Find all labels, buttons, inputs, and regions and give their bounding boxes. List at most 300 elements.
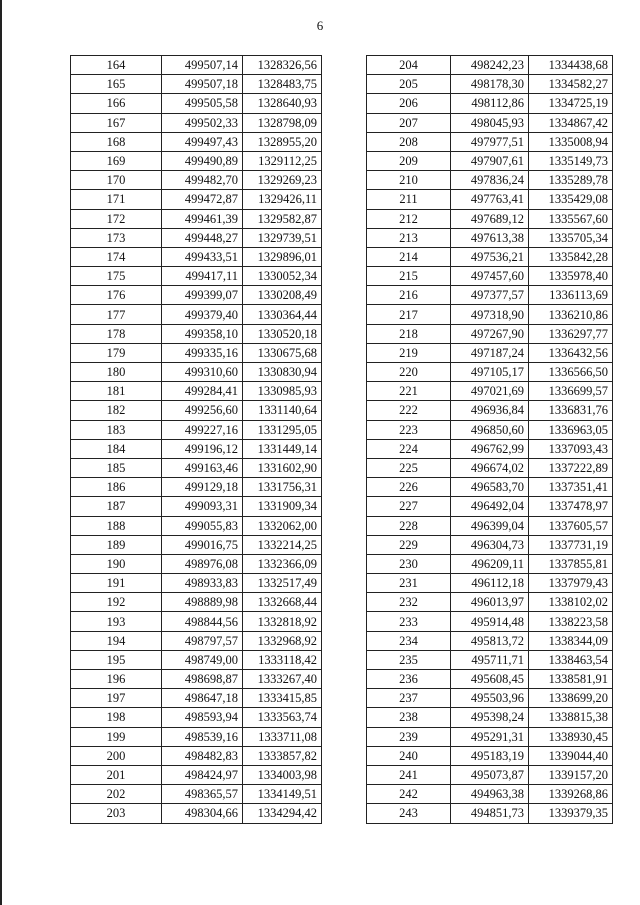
table-row bbox=[71, 478, 322, 497]
y-coordinate-cell: 1332968,92 bbox=[243, 631, 322, 650]
x-coordinate-cell: 498844,56 bbox=[162, 612, 243, 631]
point-number-cell: 206 bbox=[367, 94, 451, 113]
point-number-cell: 205 bbox=[367, 75, 451, 94]
y-coordinate-cell: 1329896,01 bbox=[243, 247, 322, 266]
y-coordinate-cell: 1338463,54 bbox=[529, 650, 613, 669]
table-row bbox=[367, 75, 613, 94]
point-number-cell: 241 bbox=[367, 765, 451, 784]
coordinates-table-left bbox=[70, 55, 322, 824]
table-row bbox=[367, 612, 613, 631]
point-number-cell: 221 bbox=[367, 382, 451, 401]
point-number-cell: 201 bbox=[71, 765, 162, 784]
point-number-cell: 171 bbox=[71, 190, 162, 209]
y-coordinate-cell: 1339268,86 bbox=[529, 785, 613, 804]
y-coordinate-cell: 1333267,40 bbox=[243, 670, 322, 689]
table-row bbox=[367, 56, 613, 75]
table-row bbox=[71, 56, 322, 75]
table-row bbox=[367, 804, 613, 823]
y-coordinate-cell: 1337351,41 bbox=[529, 478, 613, 497]
point-number-cell: 224 bbox=[367, 439, 451, 458]
y-coordinate-cell: 1331295,05 bbox=[243, 420, 322, 439]
table-row bbox=[71, 209, 322, 228]
y-coordinate-cell: 1335842,28 bbox=[529, 247, 613, 266]
x-coordinate-cell: 496583,70 bbox=[451, 478, 529, 497]
point-number-cell: 188 bbox=[71, 516, 162, 535]
y-coordinate-cell: 1335289,78 bbox=[529, 171, 613, 190]
y-coordinate-cell: 1330364,44 bbox=[243, 305, 322, 324]
point-number-cell: 211 bbox=[367, 190, 451, 209]
table-row bbox=[367, 727, 613, 746]
table-row bbox=[71, 94, 322, 113]
y-coordinate-cell: 1338699,20 bbox=[529, 689, 613, 708]
x-coordinate-cell: 498976,08 bbox=[162, 554, 243, 573]
x-coordinate-cell: 495291,31 bbox=[451, 727, 529, 746]
point-number-cell: 185 bbox=[71, 458, 162, 477]
table-row bbox=[367, 343, 613, 362]
point-number-cell: 195 bbox=[71, 650, 162, 669]
x-coordinate-cell: 498242,23 bbox=[451, 56, 529, 75]
y-coordinate-cell: 1328326,56 bbox=[243, 56, 322, 75]
point-number-cell: 238 bbox=[367, 708, 451, 727]
page-edge-line bbox=[0, 0, 2, 905]
x-coordinate-cell: 499256,60 bbox=[162, 401, 243, 420]
table-row bbox=[367, 286, 613, 305]
y-coordinate-cell: 1338815,38 bbox=[529, 708, 613, 727]
x-coordinate-cell: 498647,18 bbox=[162, 689, 243, 708]
y-coordinate-cell: 1332818,92 bbox=[243, 612, 322, 631]
table-row bbox=[71, 190, 322, 209]
point-number-cell: 198 bbox=[71, 708, 162, 727]
page-number: 6 bbox=[316, 18, 324, 33]
x-coordinate-cell: 498797,57 bbox=[162, 631, 243, 650]
point-number-cell: 222 bbox=[367, 401, 451, 420]
y-coordinate-cell: 1333857,82 bbox=[243, 746, 322, 765]
point-number-cell: 207 bbox=[367, 113, 451, 132]
table-row bbox=[367, 516, 613, 535]
point-number-cell: 196 bbox=[71, 670, 162, 689]
point-number-cell: 177 bbox=[71, 305, 162, 324]
point-number-cell: 173 bbox=[71, 228, 162, 247]
x-coordinate-cell: 499163,46 bbox=[162, 458, 243, 477]
x-coordinate-cell: 499399,07 bbox=[162, 286, 243, 305]
point-number-cell: 236 bbox=[367, 670, 451, 689]
y-coordinate-cell: 1334438,68 bbox=[529, 56, 613, 75]
point-number-cell: 231 bbox=[367, 574, 451, 593]
x-coordinate-cell: 496936,84 bbox=[451, 401, 529, 420]
table-row bbox=[367, 554, 613, 573]
x-coordinate-cell: 496013,97 bbox=[451, 593, 529, 612]
table-row bbox=[71, 171, 322, 190]
table-row bbox=[367, 574, 613, 593]
y-coordinate-cell: 1337093,43 bbox=[529, 439, 613, 458]
table-row bbox=[71, 267, 322, 286]
y-coordinate-cell: 1335429,08 bbox=[529, 190, 613, 209]
x-coordinate-cell: 498178,30 bbox=[451, 75, 529, 94]
y-coordinate-cell: 1337731,19 bbox=[529, 535, 613, 554]
table-row bbox=[367, 746, 613, 765]
point-number-cell: 215 bbox=[367, 267, 451, 286]
table-row bbox=[367, 171, 613, 190]
x-coordinate-cell: 495711,71 bbox=[451, 650, 529, 669]
x-coordinate-cell: 496209,11 bbox=[451, 554, 529, 573]
y-coordinate-cell: 1334725,19 bbox=[529, 94, 613, 113]
table-row bbox=[367, 593, 613, 612]
x-coordinate-cell: 495183,19 bbox=[451, 746, 529, 765]
table-row bbox=[367, 670, 613, 689]
x-coordinate-cell: 495398,24 bbox=[451, 708, 529, 727]
x-coordinate-cell: 498045,93 bbox=[451, 113, 529, 132]
point-number-cell: 186 bbox=[71, 478, 162, 497]
table-row bbox=[367, 190, 613, 209]
point-number-cell: 214 bbox=[367, 247, 451, 266]
y-coordinate-cell: 1334582,27 bbox=[529, 75, 613, 94]
y-coordinate-cell: 1337855,81 bbox=[529, 554, 613, 573]
x-coordinate-cell: 499129,18 bbox=[162, 478, 243, 497]
x-coordinate-cell: 499196,12 bbox=[162, 439, 243, 458]
x-coordinate-cell: 498304,66 bbox=[162, 804, 243, 823]
point-number-cell: 180 bbox=[71, 363, 162, 382]
x-coordinate-cell: 499482,70 bbox=[162, 171, 243, 190]
y-coordinate-cell: 1334867,42 bbox=[529, 113, 613, 132]
y-coordinate-cell: 1331449,14 bbox=[243, 439, 322, 458]
table-row bbox=[367, 535, 613, 554]
table-row bbox=[367, 267, 613, 286]
table-row bbox=[367, 94, 613, 113]
y-coordinate-cell: 1337979,43 bbox=[529, 574, 613, 593]
table-row bbox=[71, 785, 322, 804]
point-number-cell: 217 bbox=[367, 305, 451, 324]
point-number-cell: 213 bbox=[367, 228, 451, 247]
x-coordinate-cell: 496304,73 bbox=[451, 535, 529, 554]
y-coordinate-cell: 1330830,94 bbox=[243, 363, 322, 382]
y-coordinate-cell: 1332062,00 bbox=[243, 516, 322, 535]
x-coordinate-cell: 497977,51 bbox=[451, 132, 529, 151]
x-coordinate-cell: 499502,33 bbox=[162, 113, 243, 132]
x-coordinate-cell: 495073,87 bbox=[451, 765, 529, 784]
x-coordinate-cell: 497613,38 bbox=[451, 228, 529, 247]
table-row bbox=[71, 132, 322, 151]
x-coordinate-cell: 497907,61 bbox=[451, 151, 529, 170]
table-row bbox=[367, 363, 613, 382]
point-number-cell: 233 bbox=[367, 612, 451, 631]
table-row bbox=[367, 765, 613, 784]
y-coordinate-cell: 1338223,58 bbox=[529, 612, 613, 631]
x-coordinate-cell: 499507,18 bbox=[162, 75, 243, 94]
y-coordinate-cell: 1329112,25 bbox=[243, 151, 322, 170]
point-number-cell: 204 bbox=[367, 56, 451, 75]
y-coordinate-cell: 1334149,51 bbox=[243, 785, 322, 804]
x-coordinate-cell: 497763,41 bbox=[451, 190, 529, 209]
x-coordinate-cell: 498593,94 bbox=[162, 708, 243, 727]
table-row bbox=[367, 324, 613, 343]
y-coordinate-cell: 1335008,94 bbox=[529, 132, 613, 151]
x-coordinate-cell: 498424,97 bbox=[162, 765, 243, 784]
point-number-cell: 239 bbox=[367, 727, 451, 746]
point-number-cell: 199 bbox=[71, 727, 162, 746]
point-number-cell: 165 bbox=[71, 75, 162, 94]
x-coordinate-cell: 499448,27 bbox=[162, 228, 243, 247]
table-row bbox=[71, 75, 322, 94]
x-coordinate-cell: 498539,16 bbox=[162, 727, 243, 746]
table-row bbox=[367, 497, 613, 516]
table-row bbox=[367, 305, 613, 324]
x-coordinate-cell: 497105,17 bbox=[451, 363, 529, 382]
x-coordinate-cell: 496762,99 bbox=[451, 439, 529, 458]
x-coordinate-cell: 498749,00 bbox=[162, 650, 243, 669]
point-number-cell: 189 bbox=[71, 535, 162, 554]
x-coordinate-cell: 499433,51 bbox=[162, 247, 243, 266]
x-coordinate-cell: 498933,83 bbox=[162, 574, 243, 593]
x-coordinate-cell: 497457,60 bbox=[451, 267, 529, 286]
x-coordinate-cell: 497536,21 bbox=[451, 247, 529, 266]
x-coordinate-cell: 498889,98 bbox=[162, 593, 243, 612]
y-coordinate-cell: 1330520,18 bbox=[243, 324, 322, 343]
point-number-cell: 229 bbox=[367, 535, 451, 554]
y-coordinate-cell: 1332366,09 bbox=[243, 554, 322, 573]
table-row bbox=[71, 151, 322, 170]
x-coordinate-cell: 498112,86 bbox=[451, 94, 529, 113]
point-number-cell: 170 bbox=[71, 171, 162, 190]
y-coordinate-cell: 1333415,85 bbox=[243, 689, 322, 708]
point-number-cell: 202 bbox=[71, 785, 162, 804]
point-number-cell: 218 bbox=[367, 324, 451, 343]
y-coordinate-cell: 1330052,34 bbox=[243, 267, 322, 286]
coordinates-table-right bbox=[366, 55, 613, 824]
point-number-cell: 227 bbox=[367, 497, 451, 516]
table-row bbox=[367, 401, 613, 420]
y-coordinate-cell: 1329739,51 bbox=[243, 228, 322, 247]
point-number-cell: 230 bbox=[367, 554, 451, 573]
point-number-cell: 167 bbox=[71, 113, 162, 132]
y-coordinate-cell: 1328798,09 bbox=[243, 113, 322, 132]
x-coordinate-cell: 495914,48 bbox=[451, 612, 529, 631]
y-coordinate-cell: 1333118,42 bbox=[243, 650, 322, 669]
y-coordinate-cell: 1332517,49 bbox=[243, 574, 322, 593]
x-coordinate-cell: 499358,10 bbox=[162, 324, 243, 343]
y-coordinate-cell: 1331909,34 bbox=[243, 497, 322, 516]
point-number-cell: 243 bbox=[367, 804, 451, 823]
point-number-cell: 232 bbox=[367, 593, 451, 612]
y-coordinate-cell: 1329269,23 bbox=[243, 171, 322, 190]
table-row bbox=[367, 247, 613, 266]
point-number-cell: 175 bbox=[71, 267, 162, 286]
x-coordinate-cell: 495813,72 bbox=[451, 631, 529, 650]
y-coordinate-cell: 1331756,31 bbox=[243, 478, 322, 497]
table-row bbox=[367, 439, 613, 458]
y-coordinate-cell: 1334294,42 bbox=[243, 804, 322, 823]
point-number-cell: 169 bbox=[71, 151, 162, 170]
x-coordinate-cell: 498365,57 bbox=[162, 785, 243, 804]
point-number-cell: 197 bbox=[71, 689, 162, 708]
table-row bbox=[71, 382, 322, 401]
y-coordinate-cell: 1328483,75 bbox=[243, 75, 322, 94]
point-number-cell: 209 bbox=[367, 151, 451, 170]
table-row bbox=[71, 670, 322, 689]
x-coordinate-cell: 494851,73 bbox=[451, 804, 529, 823]
x-coordinate-cell: 496112,18 bbox=[451, 574, 529, 593]
x-coordinate-cell: 497187,24 bbox=[451, 343, 529, 362]
point-number-cell: 190 bbox=[71, 554, 162, 573]
table-row bbox=[71, 612, 322, 631]
x-coordinate-cell: 494963,38 bbox=[451, 785, 529, 804]
point-number-cell: 174 bbox=[71, 247, 162, 266]
point-number-cell: 203 bbox=[71, 804, 162, 823]
table-row bbox=[367, 631, 613, 650]
table-row bbox=[71, 363, 322, 382]
point-number-cell: 220 bbox=[367, 363, 451, 382]
y-coordinate-cell: 1328640,93 bbox=[243, 94, 322, 113]
table-row bbox=[367, 209, 613, 228]
table-row bbox=[367, 132, 613, 151]
y-coordinate-cell: 1333711,08 bbox=[243, 727, 322, 746]
x-coordinate-cell: 497021,69 bbox=[451, 382, 529, 401]
y-coordinate-cell: 1336699,57 bbox=[529, 382, 613, 401]
point-number-cell: 181 bbox=[71, 382, 162, 401]
y-coordinate-cell: 1336432,56 bbox=[529, 343, 613, 362]
table-row bbox=[367, 382, 613, 401]
point-number-cell: 240 bbox=[367, 746, 451, 765]
table-row bbox=[71, 650, 322, 669]
x-coordinate-cell: 499016,75 bbox=[162, 535, 243, 554]
table-row bbox=[367, 228, 613, 247]
point-number-cell: 183 bbox=[71, 420, 162, 439]
x-coordinate-cell: 497267,90 bbox=[451, 324, 529, 343]
x-coordinate-cell: 497377,57 bbox=[451, 286, 529, 305]
y-coordinate-cell: 1328955,20 bbox=[243, 132, 322, 151]
y-coordinate-cell: 1335567,60 bbox=[529, 209, 613, 228]
y-coordinate-cell: 1338344,09 bbox=[529, 631, 613, 650]
y-coordinate-cell: 1338930,45 bbox=[529, 727, 613, 746]
y-coordinate-cell: 1337222,89 bbox=[529, 458, 613, 477]
point-number-cell: 192 bbox=[71, 593, 162, 612]
table-row bbox=[367, 689, 613, 708]
y-coordinate-cell: 1336113,69 bbox=[529, 286, 613, 305]
x-coordinate-cell: 497836,24 bbox=[451, 171, 529, 190]
table-row bbox=[71, 746, 322, 765]
table-row bbox=[367, 478, 613, 497]
x-coordinate-cell: 497689,12 bbox=[451, 209, 529, 228]
y-coordinate-cell: 1336297,77 bbox=[529, 324, 613, 343]
y-coordinate-cell: 1329582,87 bbox=[243, 209, 322, 228]
table-row bbox=[71, 689, 322, 708]
x-coordinate-cell: 499055,83 bbox=[162, 516, 243, 535]
y-coordinate-cell: 1336210,86 bbox=[529, 305, 613, 324]
point-number-cell: 210 bbox=[367, 171, 451, 190]
y-coordinate-cell: 1330208,49 bbox=[243, 286, 322, 305]
point-number-cell: 187 bbox=[71, 497, 162, 516]
point-number-cell: 208 bbox=[367, 132, 451, 151]
point-number-cell: 172 bbox=[71, 209, 162, 228]
y-coordinate-cell: 1330985,93 bbox=[243, 382, 322, 401]
x-coordinate-cell: 499335,16 bbox=[162, 343, 243, 362]
point-number-cell: 179 bbox=[71, 343, 162, 362]
table-row bbox=[367, 650, 613, 669]
point-number-cell: 237 bbox=[367, 689, 451, 708]
y-coordinate-cell: 1336566,50 bbox=[529, 363, 613, 382]
table-row bbox=[71, 554, 322, 573]
table-row bbox=[71, 708, 322, 727]
y-coordinate-cell: 1332214,25 bbox=[243, 535, 322, 554]
table-row bbox=[71, 439, 322, 458]
y-coordinate-cell: 1339044,40 bbox=[529, 746, 613, 765]
table-row bbox=[71, 401, 322, 420]
x-coordinate-cell: 499505,58 bbox=[162, 94, 243, 113]
y-coordinate-cell: 1331140,64 bbox=[243, 401, 322, 420]
y-coordinate-cell: 1338581,91 bbox=[529, 670, 613, 689]
x-coordinate-cell: 499227,16 bbox=[162, 420, 243, 439]
table-row bbox=[71, 458, 322, 477]
table-row bbox=[71, 574, 322, 593]
y-coordinate-cell: 1332668,44 bbox=[243, 593, 322, 612]
y-coordinate-cell: 1336963,05 bbox=[529, 420, 613, 439]
table-row bbox=[71, 765, 322, 784]
point-number-cell: 234 bbox=[367, 631, 451, 650]
x-coordinate-cell: 498698,87 bbox=[162, 670, 243, 689]
x-coordinate-cell: 499507,14 bbox=[162, 56, 243, 75]
point-number-cell: 223 bbox=[367, 420, 451, 439]
x-coordinate-cell: 496399,04 bbox=[451, 516, 529, 535]
x-coordinate-cell: 495608,45 bbox=[451, 670, 529, 689]
y-coordinate-cell: 1334003,98 bbox=[243, 765, 322, 784]
point-number-cell: 166 bbox=[71, 94, 162, 113]
point-number-cell: 228 bbox=[367, 516, 451, 535]
table-row bbox=[367, 151, 613, 170]
x-coordinate-cell: 496674,02 bbox=[451, 458, 529, 477]
x-coordinate-cell: 499379,40 bbox=[162, 305, 243, 324]
x-coordinate-cell: 499497,43 bbox=[162, 132, 243, 151]
point-number-cell: 182 bbox=[71, 401, 162, 420]
x-coordinate-cell: 499284,41 bbox=[162, 382, 243, 401]
table-row bbox=[367, 420, 613, 439]
table-row bbox=[71, 631, 322, 650]
point-number-cell: 164 bbox=[71, 56, 162, 75]
table-row bbox=[71, 420, 322, 439]
point-number-cell: 212 bbox=[367, 209, 451, 228]
y-coordinate-cell: 1333563,74 bbox=[243, 708, 322, 727]
x-coordinate-cell: 499461,39 bbox=[162, 209, 243, 228]
point-number-cell: 225 bbox=[367, 458, 451, 477]
y-coordinate-cell: 1338102,02 bbox=[529, 593, 613, 612]
table-row bbox=[71, 286, 322, 305]
table-row bbox=[71, 324, 322, 343]
point-number-cell: 184 bbox=[71, 439, 162, 458]
point-number-cell: 216 bbox=[367, 286, 451, 305]
table-row bbox=[367, 458, 613, 477]
point-number-cell: 200 bbox=[71, 746, 162, 765]
x-coordinate-cell: 497318,90 bbox=[451, 305, 529, 324]
x-coordinate-cell: 499310,60 bbox=[162, 363, 243, 382]
point-number-cell: 235 bbox=[367, 650, 451, 669]
x-coordinate-cell: 499093,31 bbox=[162, 497, 243, 516]
x-coordinate-cell: 499490,89 bbox=[162, 151, 243, 170]
y-coordinate-cell: 1329426,11 bbox=[243, 190, 322, 209]
table-row bbox=[71, 516, 322, 535]
y-coordinate-cell: 1339379,35 bbox=[529, 804, 613, 823]
y-coordinate-cell: 1330675,68 bbox=[243, 343, 322, 362]
point-number-cell: 194 bbox=[71, 631, 162, 650]
table-row bbox=[367, 708, 613, 727]
y-coordinate-cell: 1331602,90 bbox=[243, 458, 322, 477]
table-row bbox=[71, 247, 322, 266]
x-coordinate-cell: 495503,96 bbox=[451, 689, 529, 708]
x-coordinate-cell: 498482,83 bbox=[162, 746, 243, 765]
point-number-cell: 176 bbox=[71, 286, 162, 305]
table-row bbox=[367, 785, 613, 804]
point-number-cell: 191 bbox=[71, 574, 162, 593]
y-coordinate-cell: 1335149,73 bbox=[529, 151, 613, 170]
point-number-cell: 178 bbox=[71, 324, 162, 343]
point-number-cell: 193 bbox=[71, 612, 162, 631]
